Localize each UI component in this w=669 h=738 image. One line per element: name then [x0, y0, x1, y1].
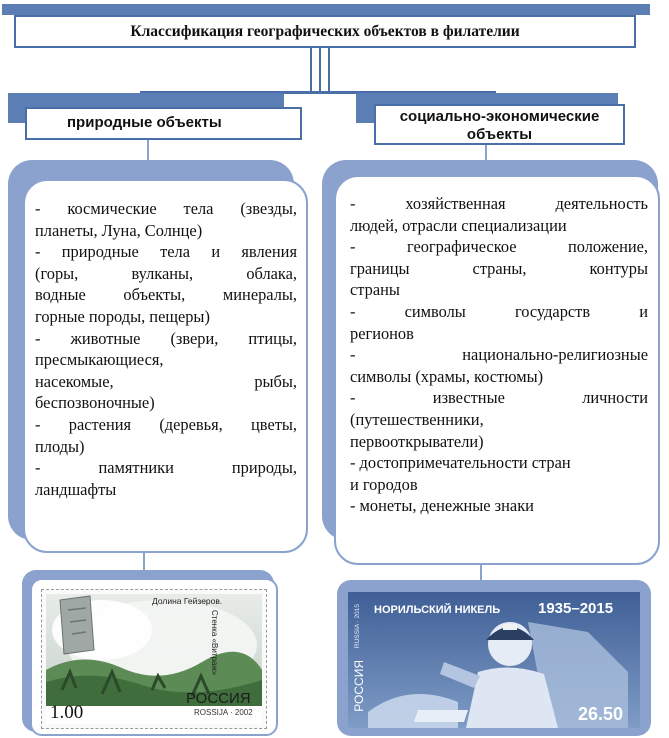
right-panel [334, 175, 660, 565]
left-line: - животные (звери, птицы, [35, 328, 297, 348]
left-line: беспозвоночные) [35, 393, 155, 413]
left-stamp [42, 590, 266, 728]
right-line: - известные личности [350, 388, 648, 408]
diagram-title-text: Классификация географических объектов в филателии [130, 22, 520, 40]
left-stamp-value: 1.00 [50, 702, 84, 723]
left-line: пресмыкающиеся, [35, 350, 164, 370]
right-line: людей, отрасли специализации [350, 215, 567, 235]
right-line: и городов [350, 474, 418, 494]
left-line: - растения (деревья, цветы, [35, 414, 297, 434]
right-heading-line2: объекты [466, 126, 533, 143]
diagram-title [14, 15, 636, 48]
right-category-heading [374, 104, 625, 145]
right-line: - хозяйственная деятельность [350, 194, 648, 213]
right-line: - монеты, денежные знаки [350, 496, 534, 516]
right-heading-line1: социально-экономические [399, 108, 600, 125]
right-line: - географическое положение, [350, 237, 648, 257]
left-line: планеты, Луна, Солнце) [35, 220, 203, 240]
right-item-list [350, 193, 648, 517]
left-category-heading [25, 107, 302, 140]
right-stamp-value: 26.50 [578, 704, 624, 724]
right-line: границы страны, контуры [350, 258, 648, 278]
right-stamp-connector [480, 565, 482, 581]
right-line: - достопримечательности стран [350, 453, 571, 473]
left-stamp-country: РОССИЯ [186, 690, 251, 707]
left-line: (горы, вулканы, облака, [35, 263, 297, 283]
right-line: регионов [350, 323, 414, 343]
title-bar-accent [2, 4, 650, 15]
left-panel [23, 179, 308, 553]
right-stamp-years: 1935–2015 [538, 600, 614, 617]
left-stamp-caption-side: Стенка «Витраж» [210, 610, 219, 676]
left-line: плоды) [35, 436, 85, 456]
right-line: первооткрыватели) [350, 431, 484, 451]
title-connector [310, 48, 330, 92]
left-stamp-caption-top: Долина Гейзеров. [152, 596, 223, 606]
right-stamp [348, 592, 640, 728]
left-heading-text: природные объекты [67, 114, 222, 131]
right-stamp-country: РОССИЯ [352, 660, 366, 712]
left-line: водные объекты, минералы, [35, 285, 297, 305]
left-item-list [35, 198, 297, 500]
left-line: горные породы, пещеры) [35, 306, 210, 326]
right-line: (путешественники, [350, 409, 484, 429]
right-line: - символы государств и [350, 301, 648, 321]
left-line: ландшафты [35, 479, 117, 499]
right-line: символы (храмы, костюмы) [350, 366, 544, 386]
right-line: - национально-религиозные [350, 345, 648, 365]
left-stamp-connector [143, 553, 145, 571]
right-line: страны [350, 280, 400, 300]
right-stamp-title: НОРИЛЬСКИЙ НИКЕЛЬ [374, 604, 501, 616]
left-line: - памятники природы, [35, 458, 297, 478]
right-stamp-side-small: RUSSIA · 2015 [354, 604, 361, 649]
left-line: - космические тела (звезды, [35, 199, 297, 218]
left-line: насекомые, рыбы, [35, 371, 297, 391]
left-heading-connector [147, 140, 149, 160]
left-stamp-country-sub: ROSSIJA · 2002 [194, 708, 253, 717]
left-line: - природные тела и явления [35, 242, 297, 262]
